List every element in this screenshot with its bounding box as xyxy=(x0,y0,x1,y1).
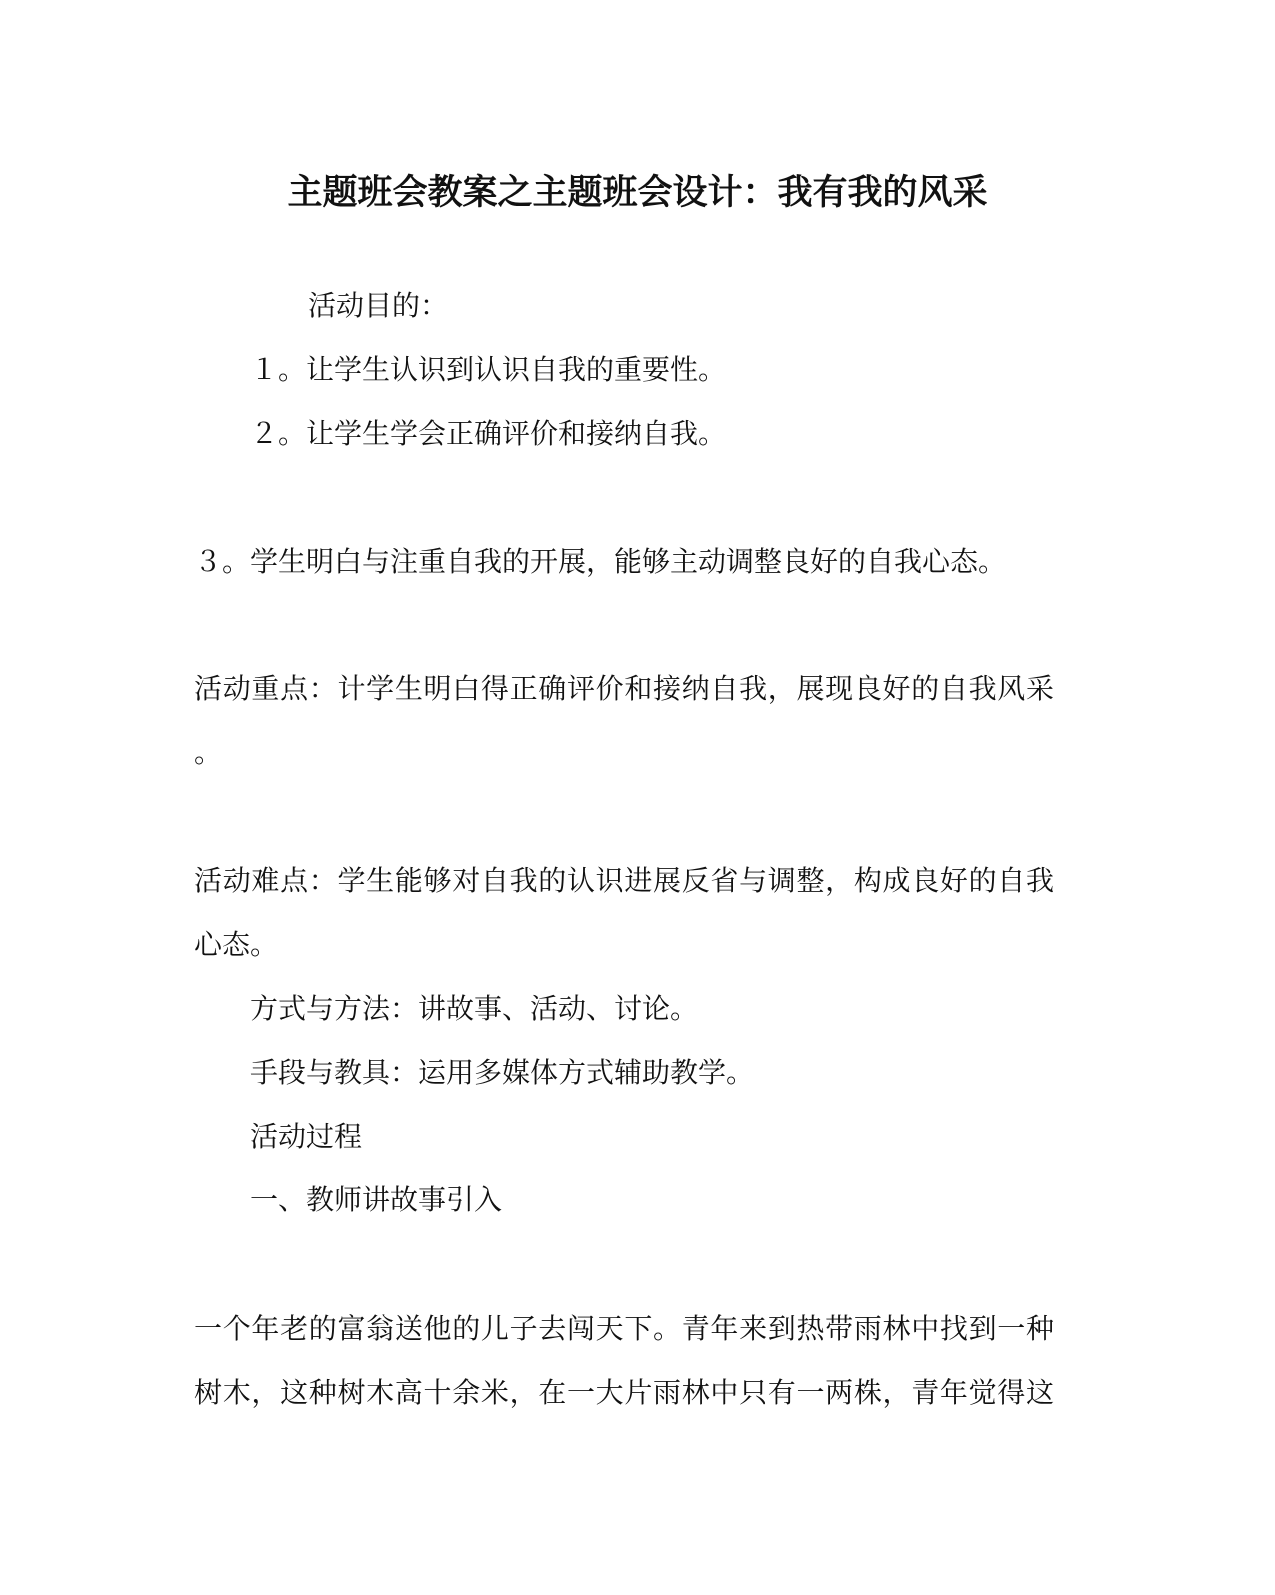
paragraph-goal-3: ３。学生明白与注重自我的开展，能够主动调整良好的自我心态。 xyxy=(194,545,1007,578)
paragraph-difficulty-end: 心态。 xyxy=(194,928,279,961)
paragraph-section-one: 一、教师讲故事引入 xyxy=(250,1183,503,1216)
document-title: 主题班会教案之主题班会设计：我有我的风采 xyxy=(287,172,988,213)
paragraph-story-line-1: 一个年老的富翁送他的儿子去闯天下。青年来到热带雨林中找到一种 xyxy=(194,1312,1054,1345)
paragraph-key-point-end: 。 xyxy=(194,736,223,769)
paragraph-story-line-2: 树木，这种树木高十余米，在一大片雨林中只有一两株，青年觉得这 xyxy=(194,1376,1054,1409)
paragraph-process-heading: 活动过程 xyxy=(250,1120,363,1153)
paragraph-difficulty: 活动难点：学生能够对自我的认识进展反省与调整，构成良好的自我 xyxy=(194,864,1054,897)
paragraph-methods: 方式与方法：讲故事、活动、讨论。 xyxy=(250,992,699,1025)
paragraph-key-point: 活动重点：计学生明白得正确评价和接纳自我，展现良好的自我风采 xyxy=(194,672,1054,705)
paragraph-activity-goal-heading: 活动目的： xyxy=(308,289,449,322)
paragraph-goal-2: ２。让学生学会正确评价和接纳自我。 xyxy=(250,417,727,450)
paragraph-tools: 手段与教具：运用多媒体方式辅助教学。 xyxy=(250,1056,755,1089)
paragraph-goal-1: １。让学生认识到认识自我的重要性。 xyxy=(250,353,727,386)
